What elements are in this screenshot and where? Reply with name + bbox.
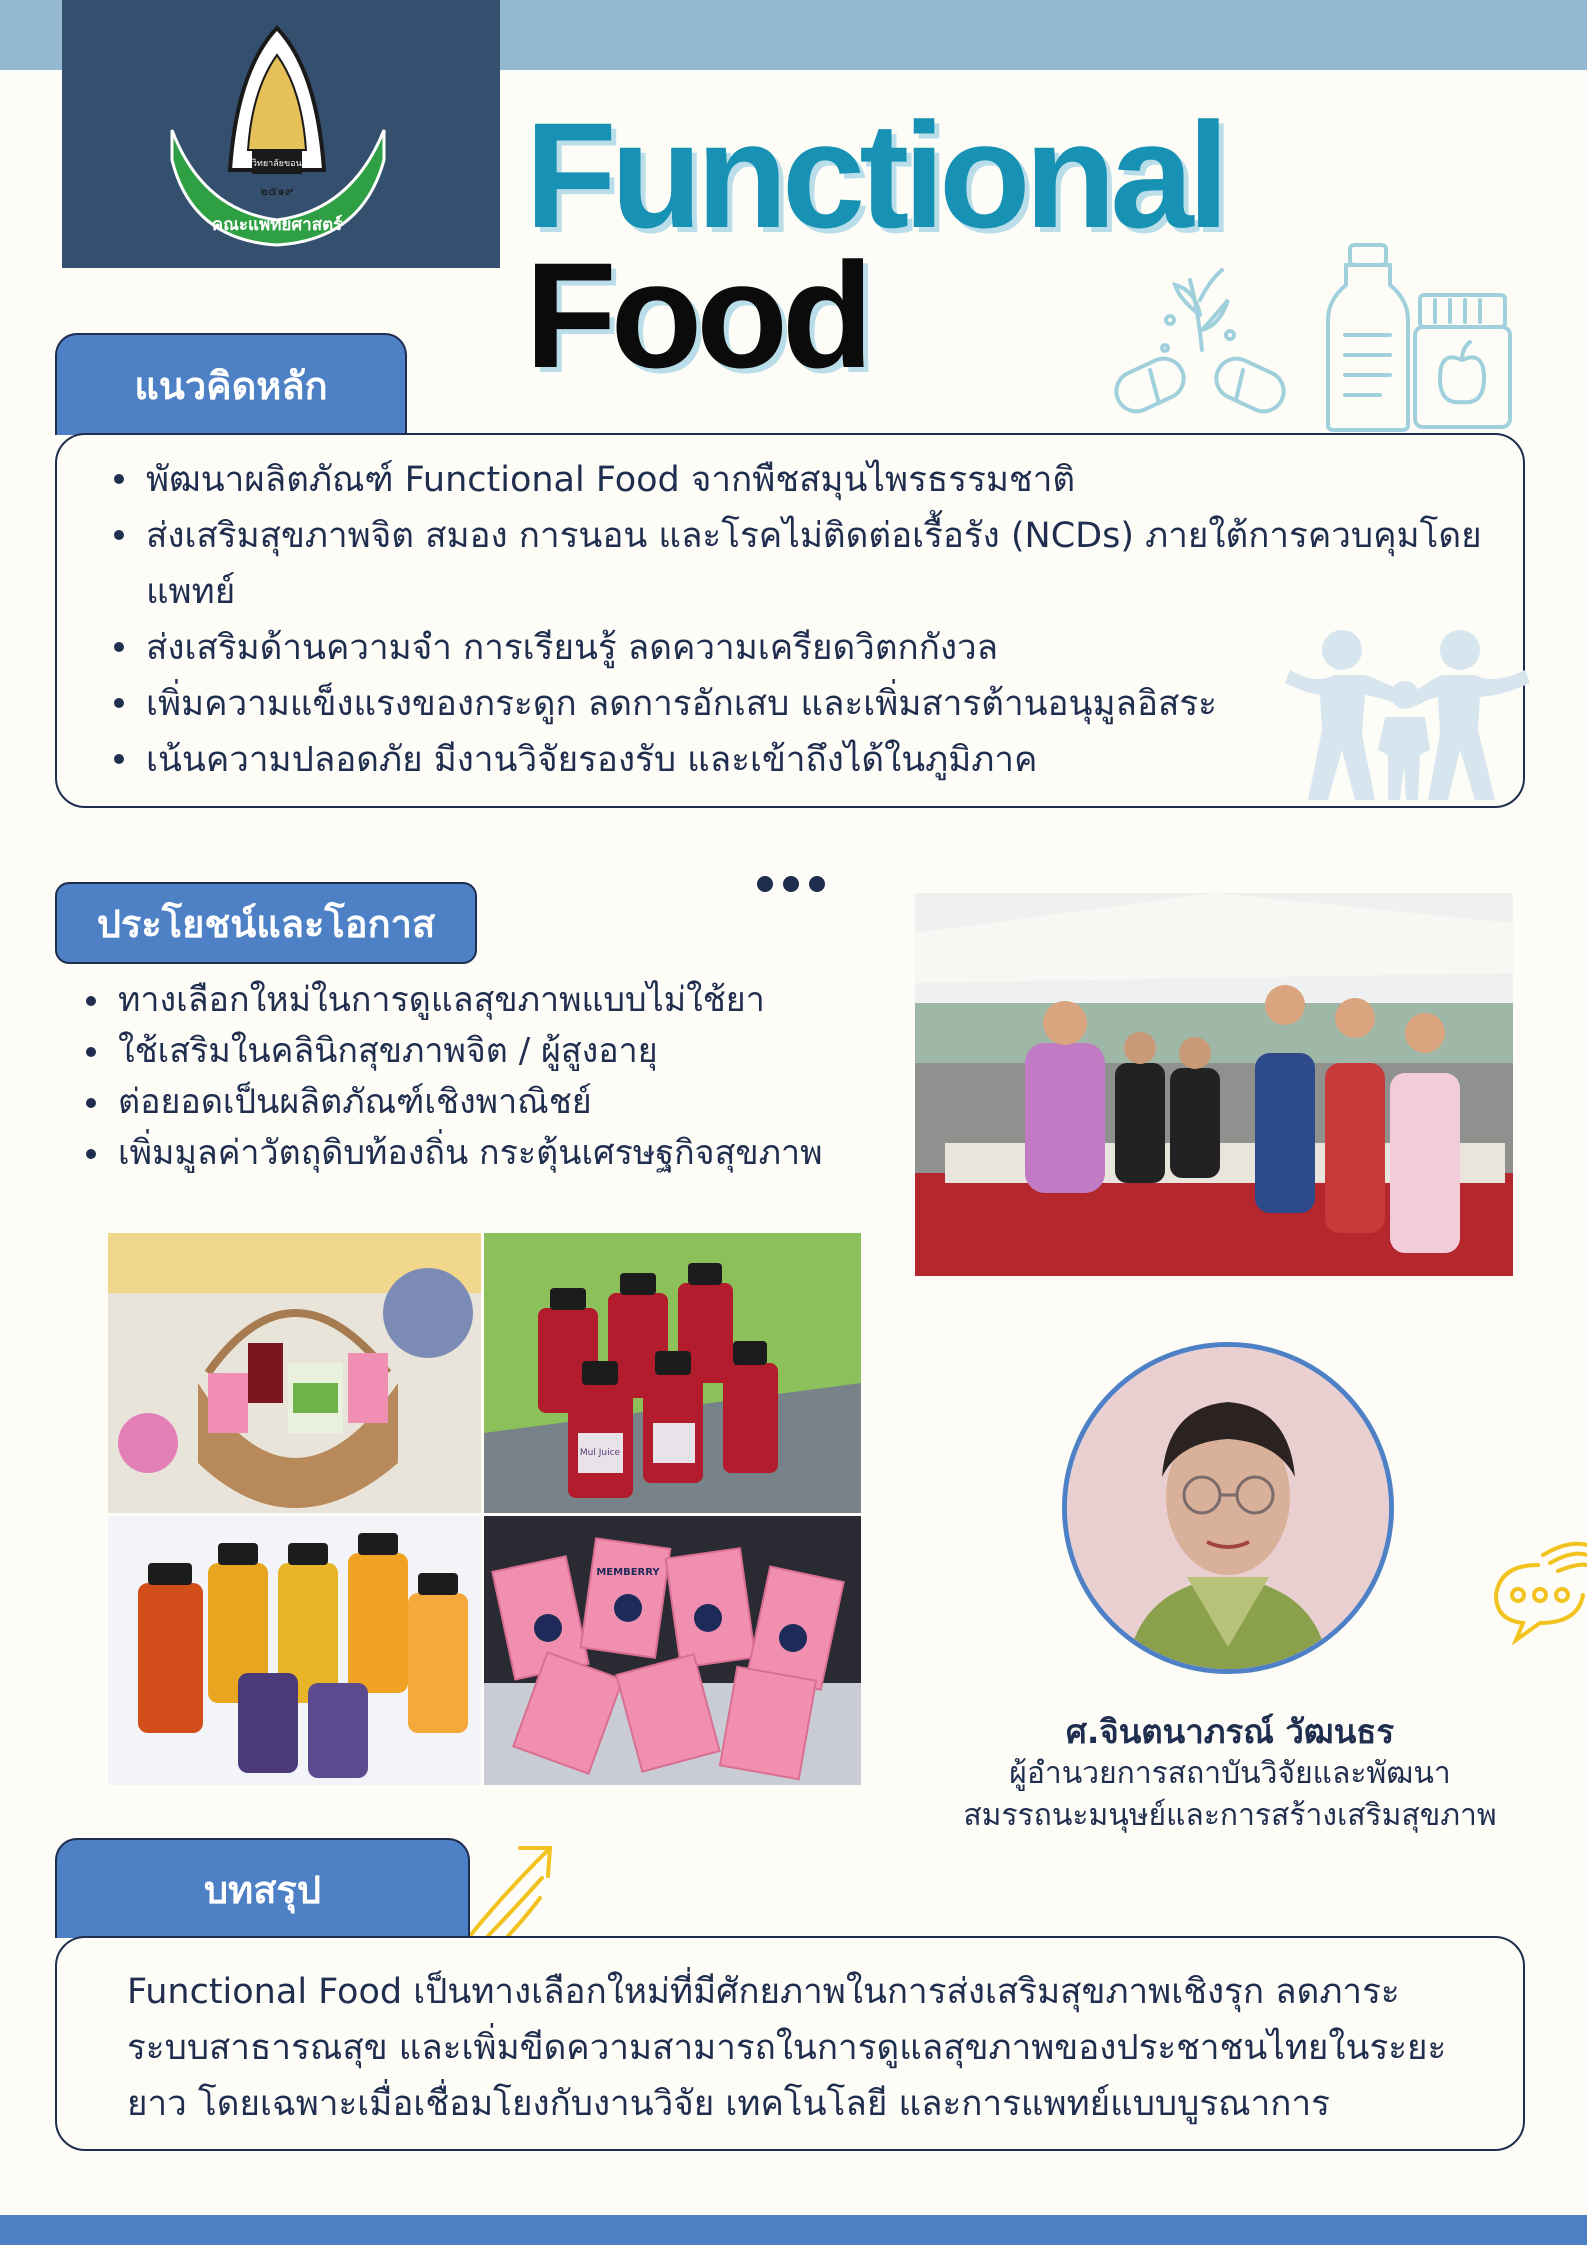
- concept-item: เน้นความปลอดภัย มีงานวิจัยรองรับ และเข้าถึงได้ในภูมิภาค: [110, 732, 1490, 788]
- benefits-heading: ประโยชน์และโอกาส: [55, 882, 477, 964]
- concept-item: พัฒนาผลิตภัณฑ์ Functional Food จากพืชสมุนไพรธรรมชาติ: [110, 452, 1490, 508]
- benefits-item: เพิ่มมูลค่าวัตถุดิบท้องถิ่น กระตุ้นเศรษฐกิจสุขภาพ: [82, 1128, 882, 1179]
- bottle-icon: [1320, 240, 1415, 435]
- capsule-icon: [1110, 240, 1295, 435]
- box-label: MEMBERRY: [596, 1567, 660, 1578]
- logo-panel: [62, 0, 500, 268]
- concept-item: ส่งเสริมสุขภาพจิต สมอง การนอน และโรคไม่ติดต่อเรื้อรัง (NCDs) ภายใต้การควบคุมโดยแพทย์: [110, 508, 1490, 620]
- title-functional: Functional: [525, 91, 1224, 259]
- benefits-item: ต่อยอดเป็นผลิตภัณฑ์เชิงพาณิชย์: [82, 1077, 882, 1128]
- person-portrait: [1062, 1342, 1394, 1674]
- person-role: [930, 1753, 1530, 1837]
- person-role-line: สมรรถนะมนุษย์และการสร้างเสริมสุขภาพ: [963, 1798, 1497, 1833]
- concept-item: ส่งเสริมด้านความจำ การเรียนรู้ ลดความเครียดวิตกกังวล: [110, 620, 1490, 676]
- concept-item: เพิ่มความแข็งแรงของกระดูก ลดการอักเสบ และเพิ่มสารต้านอนุมูลอิสระ: [110, 676, 1490, 732]
- conclusion-text: Functional Food เป็นทางเลือกใหม่ที่มีศักยภาพในการส่งเสริมสุขภาพเชิงรุก ลดภาระระบบสาธารณสุข และเพิ่มขีดความสามารถในการดูแลสุขภาพของประชาชนไทยในระยะยาว โดยเฉพาะเมื่อเชื่อมโยงกับงานวิจัย เทคโนโลยี และการแพทย์แบบบูรณาการ: [127, 1972, 1447, 2124]
- arrow-doodle-icon: [460, 1838, 560, 1938]
- faculty-logo: [62, 0, 500, 268]
- concept-list: [110, 452, 1490, 788]
- supplement-jar-icon: [1410, 290, 1515, 435]
- person-role-line: ผู้อำนวยการสถาบันวิจัยและพัฒนา: [1009, 1756, 1451, 1791]
- benefits-list: [82, 975, 882, 1179]
- person-name: ศ.จินตนาภรณ์ วัฒนธร: [1065, 1712, 1395, 1751]
- benefits-item: ทางเลือกใหม่ในการดูแลสุขภาพแบบไม่ใช้ยา: [82, 975, 882, 1026]
- benefits-item: ใช้เสริมในคลินิกสุขภาพจิต / ผู้สูงอายุ: [82, 1026, 882, 1077]
- concept-heading: แนวคิดหลัก: [55, 333, 407, 435]
- bottle-label: Mul Juice: [579, 1448, 621, 1458]
- chat-bubble-icon: [1488, 1535, 1587, 1645]
- title-food: Food: [525, 231, 868, 399]
- logo-top-text: มหาวิทยาลัยขอนแก่น: [234, 159, 320, 169]
- product-collage: [108, 1233, 861, 1785]
- logo-ribbon-text: คณะแพทยศาสตร์: [211, 215, 343, 235]
- logo-year-text: ๒๕๑๙: [260, 184, 294, 198]
- event-photo: [915, 893, 1513, 1276]
- ellipsis-icon: [757, 876, 825, 892]
- bottom-banner-bar: [0, 2215, 1587, 2245]
- conclusion-heading: บทสรุป: [55, 1838, 470, 1938]
